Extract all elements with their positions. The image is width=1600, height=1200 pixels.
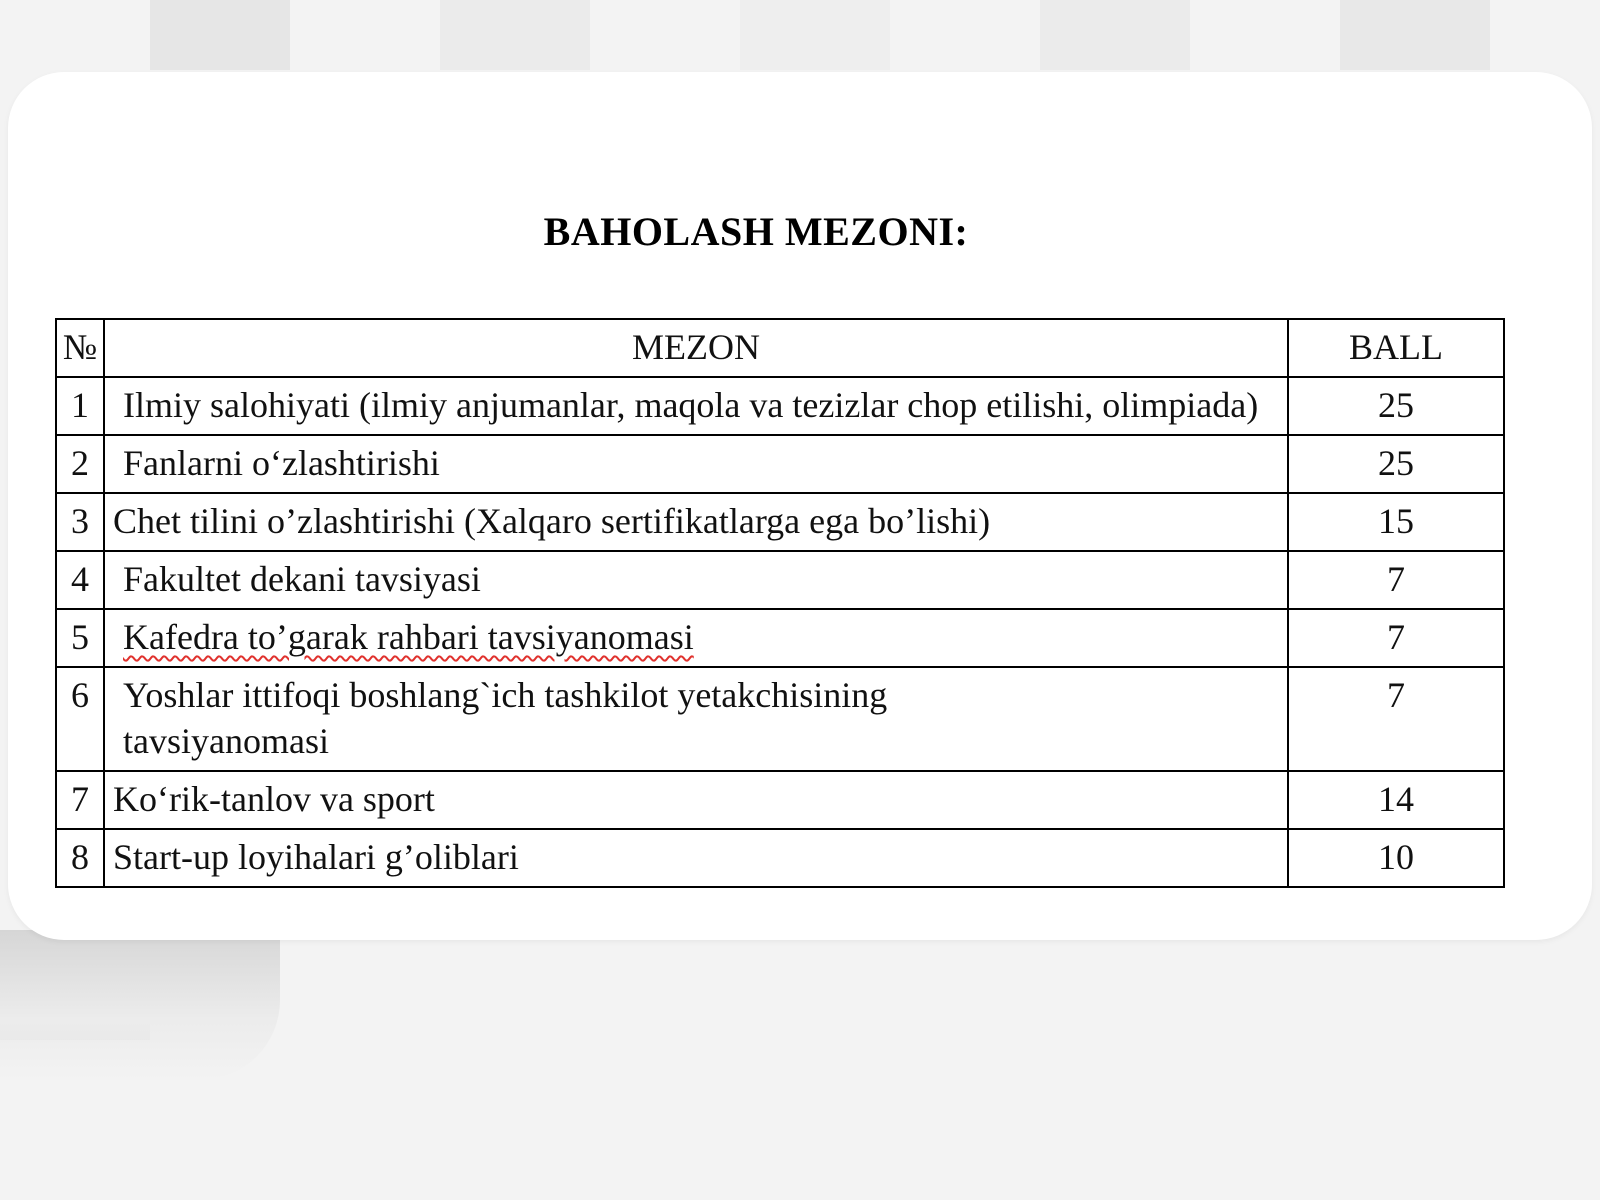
row-criterion: Kafedra to’garak rahbari tavsiyanomasi (104, 609, 1288, 667)
row-number: 8 (56, 829, 104, 887)
row-criterion: Fanlarni o‘zlashtirishi (104, 435, 1288, 493)
table-header-row (56, 319, 1504, 377)
row-score: 7 (1288, 551, 1504, 609)
row-number: 2 (56, 435, 104, 493)
row-criterion: Start-up loyihalari g’oliblari (104, 829, 1288, 887)
row-number: 3 (56, 493, 104, 551)
row-number: 5 (56, 609, 104, 667)
table-row (56, 435, 1504, 493)
table-row (56, 493, 1504, 551)
row-score: 7 (1288, 609, 1504, 667)
row-criterion: Yoshlar ittifoqi boshlang`ich tashkilot yetakchisining tavsiyanomasi (104, 667, 1288, 771)
background-tile (1340, 0, 1490, 70)
table-row (56, 771, 1504, 829)
row-criterion: Ko‘rik-tanlov va sport (104, 771, 1288, 829)
row-score: 7 (1288, 667, 1504, 771)
row-score: 10 (1288, 829, 1504, 887)
background-tile (150, 0, 290, 70)
row-score: 15 (1288, 493, 1504, 551)
table-row (56, 609, 1504, 667)
row-criterion: Chet tilini o’zlashtirishi (Xalqaro sertifikatlarga ega bo’lishi) (104, 493, 1288, 551)
background-shadow (0, 930, 280, 1080)
row-criterion: Ilmiy salohiyati (ilmiy anjumanlar, maqola va tezizlar chop etilishi, olimpiada) (104, 377, 1288, 435)
table-row (56, 551, 1504, 609)
background-tile (740, 0, 890, 70)
header-score: BALL (1288, 319, 1504, 377)
table-row (56, 377, 1504, 435)
row-number: 1 (56, 377, 104, 435)
row-score: 25 (1288, 435, 1504, 493)
document-title: BAHOLASH MEZONI: (543, 209, 969, 254)
table-row (56, 667, 1504, 771)
background-tile (1040, 0, 1190, 70)
header-criterion: MEZON (104, 319, 1288, 377)
row-score: 14 (1288, 771, 1504, 829)
row-number: 6 (56, 667, 104, 771)
row-criterion: Fakultet dekani tavsiyasi (104, 551, 1288, 609)
header-number: № (56, 319, 104, 377)
row-score: 25 (1288, 377, 1504, 435)
background-tile (440, 0, 590, 70)
table-row (56, 829, 1504, 887)
row-number: 7 (56, 771, 104, 829)
row-number: 4 (56, 551, 104, 609)
criteria-table (55, 318, 1505, 888)
